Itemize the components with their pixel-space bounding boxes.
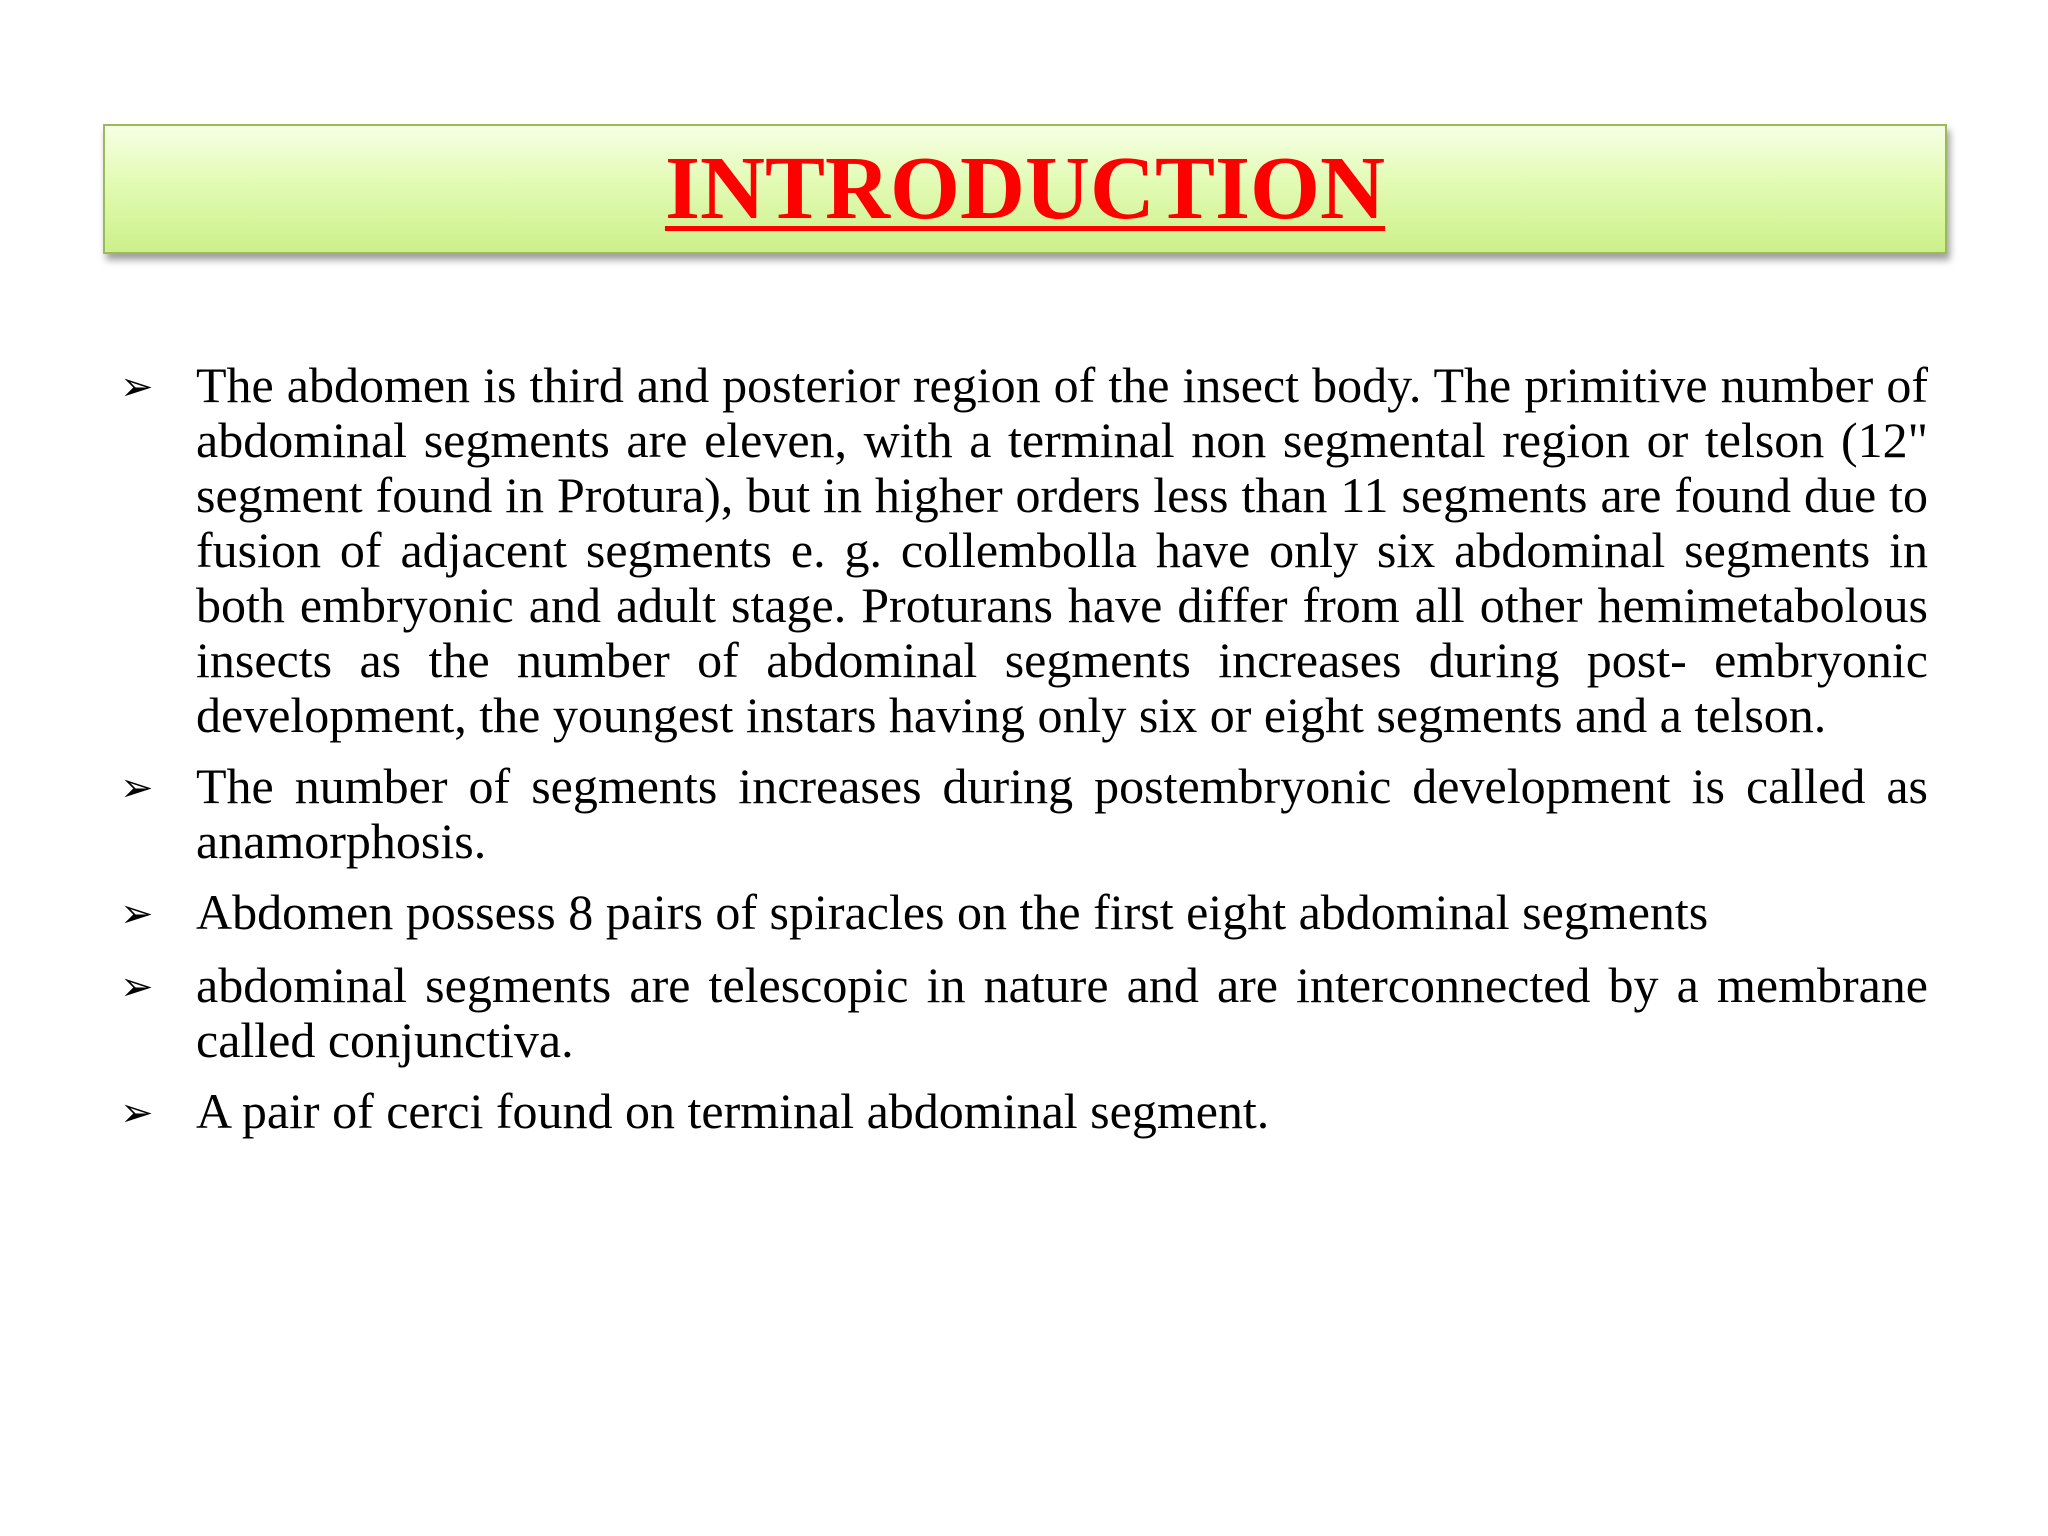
bullet-text: abdominal segments are telescopic in nature and are interconnected by a membrane called conjunctiva. xyxy=(196,957,1928,1068)
bullet-text: Abdomen possess 8 pairs of spiracles on the first eight abdominal segments xyxy=(196,884,1709,940)
bullet-text: The number of segments increases during postembryonic development is called as anamorphosis. xyxy=(196,758,1928,869)
arrowhead-bullet-icon: ➢ xyxy=(120,891,154,937)
arrowhead-bullet-icon: ➢ xyxy=(120,765,154,811)
slide-title: INTRODUCTION xyxy=(664,139,1386,238)
title-banner xyxy=(103,124,1947,254)
bullet-list xyxy=(120,358,1928,1157)
bullet-text: A pair of cerci found on terminal abdominal segment. xyxy=(196,1083,1270,1139)
bullet-item xyxy=(120,958,1928,1068)
arrowhead-bullet-icon: ➢ xyxy=(120,964,154,1010)
arrowhead-bullet-icon: ➢ xyxy=(120,364,154,410)
bullet-item xyxy=(120,358,1928,743)
bullet-item xyxy=(120,1084,1928,1141)
bullet-item xyxy=(120,759,1928,869)
bullet-text: The abdomen is third and posterior region of the insect body. The primitive number of abdominal segments are eleven, with a terminal non segmental region or telson (12" segment found in Protura), but in higher orders less than 11 segments are found due to fusion of adjacent segments e. g. collembolla have only six abdominal segments in both embryonic and adult stage. Proturans have differ from all other hemimetabolous insects as the number of abdominal segments increases during post- embryonic development, the youngest instars having only six or eight segments and a telson. xyxy=(196,357,1928,743)
arrowhead-bullet-icon: ➢ xyxy=(120,1090,154,1136)
bullet-item xyxy=(120,885,1928,942)
